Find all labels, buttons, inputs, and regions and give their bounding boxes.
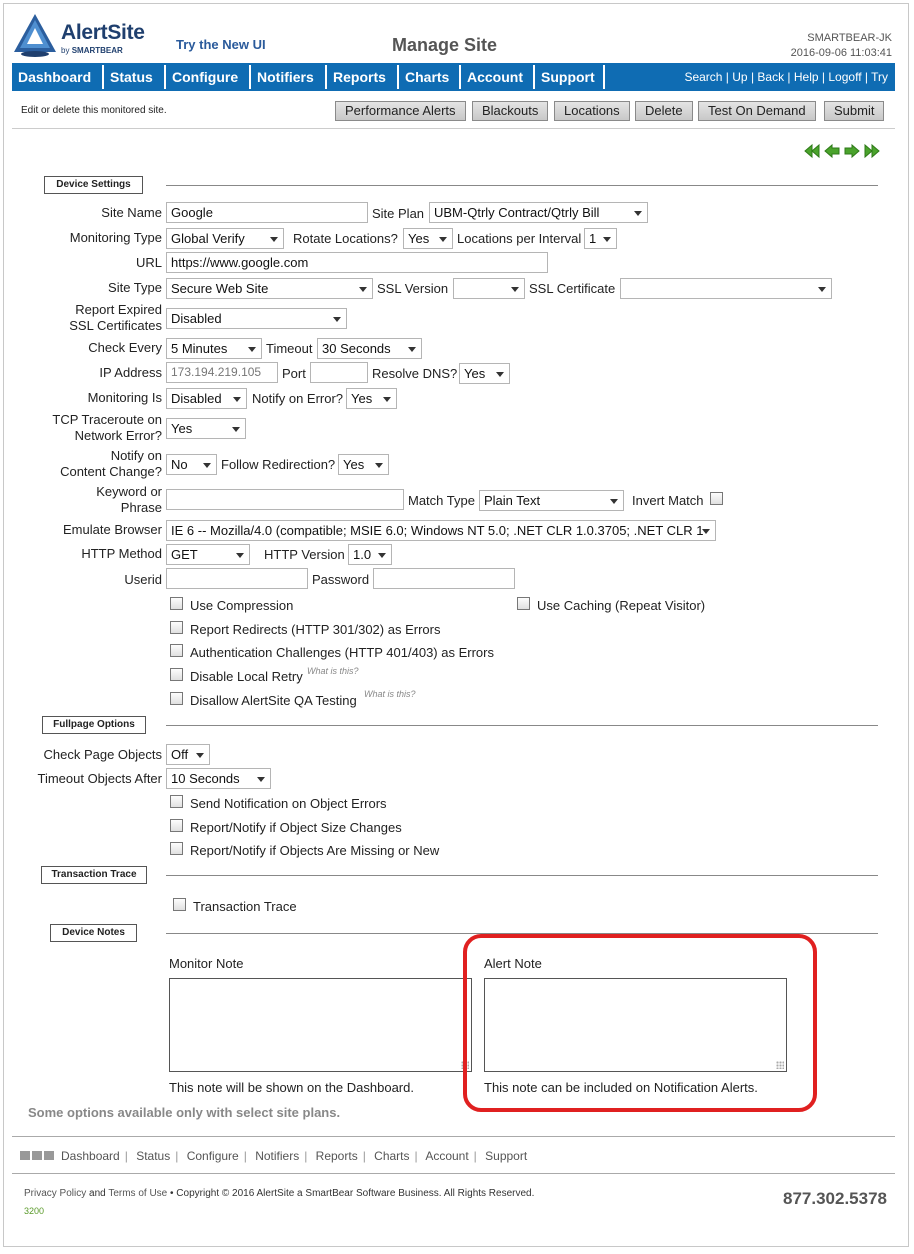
section-rule [166,185,878,186]
account-info [791,31,892,61]
record-navigation [804,143,884,159]
site-name-label: Site Name [101,205,162,220]
site-plan-label: Site Plan [372,206,425,221]
rotate-locations-label: Rotate Locations? [293,231,398,246]
datetime: 2016-09-06 11:03:41 [790,47,892,59]
disable-local-retry-checkbox[interactable] [170,668,183,681]
build-number: 3200 [24,1206,45,1216]
use-compression-label: Use Compression [190,598,294,613]
timeout-label: Timeout [266,341,313,356]
notify-content-change-select[interactable]: No [166,454,217,475]
previous-record-icon[interactable] [824,143,840,159]
nav-logoff-link[interactable]: Logoff [828,70,862,84]
nav-separator [603,65,605,89]
alert-note-highlight [463,934,817,1112]
locations-per-interval-select[interactable]: 1 [584,228,617,249]
ssl-version-label: SSL Version [377,281,449,296]
port-label: Port [282,366,306,381]
account-name: SMARTBEAR-JK [807,32,892,44]
locations-per-interval-label: Locations per Interval [457,231,582,246]
section-rule [166,875,878,876]
performance-alerts-button[interactable]: Performance Alerts [335,101,466,121]
nav-back-link[interactable]: Back [757,70,785,84]
timeout-select[interactable]: 30 Seconds [317,338,422,359]
disable-local-retry-label: Disable Local Retry [190,669,303,684]
footer-link-account[interactable]: Account [425,1149,469,1163]
timeout-objects-label: Timeout Objects After [37,771,162,786]
size-changes-checkbox[interactable] [170,819,183,832]
tcp-traceroute-select[interactable]: Yes [166,418,246,439]
auth-challenges-checkbox[interactable] [170,644,183,657]
monitoring-is-label: Monitoring Is [87,390,162,405]
report-redirects-checkbox[interactable] [170,621,183,634]
http-method-select[interactable]: GET [166,544,250,565]
userid-label: Userid [124,572,162,587]
test-on-demand-button[interactable]: Test On Demand [698,101,816,121]
section-device-notes: Device Notes [50,924,137,942]
port-input[interactable] [310,362,368,383]
monitoring-type-select[interactable]: Global Verify [166,228,284,249]
nav-utility-links: Search | Up | Back | Help | Logoff | Try [684,70,888,84]
follow-redirection-label: Follow Redirection? [221,457,336,472]
footer-link-charts[interactable]: Charts [374,1149,410,1163]
transaction-trace-label: Transaction Trace [193,899,297,914]
nav-charts[interactable]: Charts [405,69,450,85]
section-transaction-trace: Transaction Trace [41,866,147,884]
url-input[interactable]: https://www.google.com [166,252,548,273]
report-redirects-label: Report Redirects (HTTP 301/302) as Errors [190,622,441,637]
keyword-label: Keyword or Phrase [96,484,162,515]
check-every-select[interactable]: 5 Minutes [166,338,262,359]
nav-dashboard[interactable]: Dashboard [18,69,92,85]
missing-new-label: Report/Notify if Objects Are Missing or New [190,843,440,858]
ssl-certificate-label: SSL Certificate [529,281,616,296]
check-page-objects-label: Check Page Objects [43,747,162,762]
footer-link-reports[interactable]: Reports [315,1149,358,1163]
resolve-dns-select[interactable]: Yes [459,363,510,384]
use-caching-label: Use Caching (Repeat Visitor) [537,598,706,613]
footer-link-notifiers[interactable]: Notifiers [255,1149,300,1163]
ssl-certificate-select[interactable] [620,278,832,299]
site-plan-select[interactable]: UBM-Qtrly Contract/Qtrly Bill [429,202,648,223]
disallow-qa-label: Disallow AlertSite QA Testing [190,693,357,708]
nav-status[interactable]: Status [110,69,153,85]
url-label: URL [135,255,162,270]
send-notification-label: Send Notification on Object Errors [190,796,387,811]
nav-search-link[interactable]: Search [684,70,723,84]
monitor-note-textarea[interactable] [169,978,472,1072]
copyright: Privacy Policy and Terms of Use • Copyright © 2016 AlertSite a SmartBear Software Business. All Rights Reserved. [24,1188,535,1199]
keyword-input[interactable] [166,489,404,510]
first-record-icon[interactable] [804,143,820,159]
main-nav [12,63,895,91]
emulate-browser-label: Emulate Browser [63,522,162,537]
footer-link-status[interactable]: Status [136,1149,171,1163]
alertsite-logo-icon [12,12,58,58]
page-title: Manage Site [392,35,498,55]
check-page-objects-select[interactable]: Off [166,744,210,765]
resolve-dns-label: Resolve DNS? [372,366,458,381]
toolbar [12,95,895,129]
what-is-this-link[interactable]: What is this? [364,689,416,699]
use-compression-checkbox[interactable] [170,597,183,610]
footer-divider [12,1173,895,1174]
ip-address-input[interactable]: 173.194.219.105 [166,362,278,383]
invert-match-label: Invert Match [632,493,704,508]
nav-support[interactable]: Support [541,69,595,85]
match-type-label: Match Type [408,493,475,508]
last-record-icon[interactable] [864,143,880,159]
nav-configure[interactable]: Configure [172,69,239,85]
submit-button[interactable]: Submit [824,101,884,121]
site-name-input[interactable]: Google [166,202,368,223]
monitoring-is-select[interactable]: Disabled [166,388,247,409]
http-method-label: HTTP Method [81,546,162,561]
blackouts-button[interactable]: Blackouts [472,101,548,121]
monitor-note-label: Monitor Note [169,956,244,971]
follow-redirection-select[interactable]: Yes [338,454,389,475]
locations-button[interactable]: Locations [554,101,630,121]
support-phone: 877.302.5378 [783,1189,887,1208]
invert-match-checkbox[interactable] [710,492,723,505]
nav-up-link[interactable]: Up [732,70,748,84]
delete-button[interactable]: Delete [635,101,693,121]
footer-divider [12,1136,895,1137]
footer-link-configure[interactable]: Configure [186,1149,239,1163]
try-new-ui-link[interactable]: Try the New UI [176,37,266,52]
transaction-trace-checkbox[interactable] [173,898,186,911]
privacy-policy-link[interactable]: Privacy Policy [24,1188,87,1199]
next-record-icon[interactable] [844,143,860,159]
password-input[interactable] [373,568,515,589]
http-version-label: HTTP Version [264,547,345,562]
notify-content-change-label: Notify on Content Change? [60,448,162,479]
nav-notifiers[interactable]: Notifiers [257,69,314,85]
auth-challenges-label: Authentication Challenges (HTTP 401/403) as Errors [190,645,494,660]
match-type-select[interactable]: Plain Text [479,490,624,511]
ssl-version-select[interactable] [453,278,525,299]
toolbar-hint: Edit or delete this monitored site. [21,105,167,116]
terms-of-use-link[interactable]: Terms of Use [108,1188,168,1199]
tcp-traceroute-label: TCP Traceroute on Network Error? [52,412,162,443]
timeout-objects-select[interactable]: 10 Seconds [166,768,271,789]
missing-new-checkbox[interactable] [170,842,183,855]
what-is-this-link[interactable]: What is this? [307,666,359,676]
notify-on-error-label: Notify on Error? [252,391,344,406]
site-plan-options-note: Some options available only with select site plans. [28,1105,341,1120]
alert-note-label: Alert Note [484,956,542,971]
monitoring-type-label: Monitoring Type [69,230,162,245]
nav-help-link[interactable]: Help [793,70,819,84]
size-changes-label: Report/Notify if Object Size Changes [190,820,402,835]
report-expired-label: Report Expired SSL Certificates [69,302,162,333]
section-rule [166,725,878,726]
disallow-qa-checkbox[interactable] [170,692,183,705]
send-notification-checkbox[interactable] [170,795,183,808]
use-caching-checkbox[interactable] [517,597,530,610]
notify-on-error-select[interactable]: Yes [346,388,397,409]
footer-link-support[interactable]: Support [485,1149,528,1163]
password-label: Password [312,572,370,587]
emulate-browser-select[interactable]: IE 6 -- Mozilla/4.0 (compatible; MSIE 6.0; Windows NT 5.0; .NET CLR 1.0.3705; .NET CLR 1 [166,520,716,541]
ip-address-label: IP Address [99,365,162,380]
report-expired-select[interactable]: Disabled [166,308,347,329]
alert-note-help: This note can be included on Notification Alerts. [484,1080,758,1095]
nav-try-link[interactable]: Try [871,70,888,84]
site-type-select[interactable]: Secure Web Site [166,278,373,299]
nav-account[interactable]: Account [467,69,523,85]
footer-link-dashboard[interactable]: Dashboard [61,1149,120,1163]
http-version-select[interactable]: 1.0 [348,544,392,565]
site-type-label: Site Type [108,280,162,295]
nav-reports[interactable]: Reports [333,69,386,85]
section-fullpage-options: Fullpage Options [42,716,146,734]
logo-byline: by SMARTBEAR [61,46,123,55]
check-every-label: Check Every [88,340,162,355]
logo-name: AlertSite [61,21,145,44]
monitor-note-help: This note will be shown on the Dashboard. [169,1080,414,1095]
rotate-locations-select[interactable]: Yes [403,228,453,249]
footer-nav: Dashboard | Status | Configure | Notifiers | Reports | Charts | Account | Support [61,1149,528,1163]
userid-input[interactable] [166,568,308,589]
section-device-settings: Device Settings [44,176,143,194]
